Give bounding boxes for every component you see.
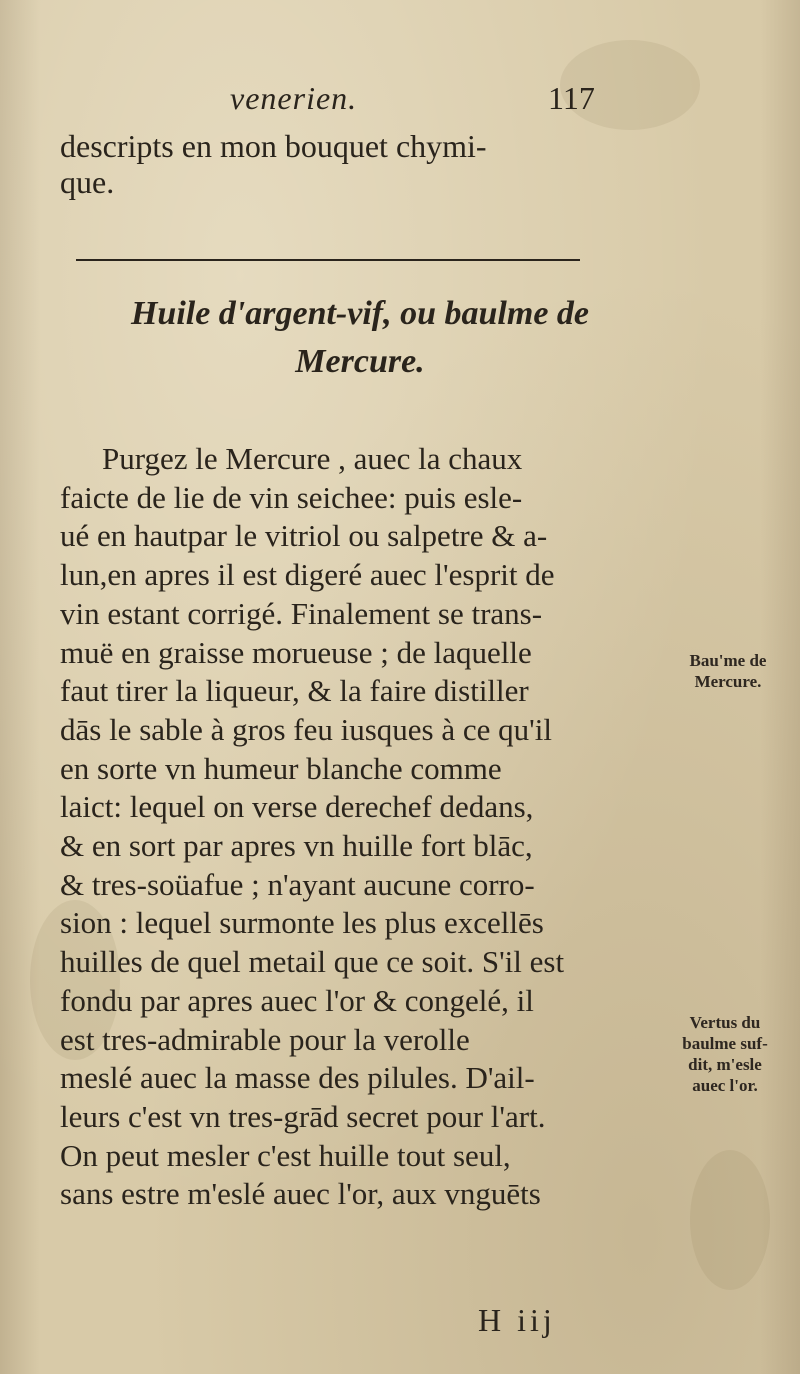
section-title bbox=[60, 290, 660, 386]
text-line: faicte de lie de vin seichee: puis esle- bbox=[60, 479, 523, 515]
text-line: muë en graisse morueuse ; de laquelle bbox=[60, 634, 532, 670]
text-line: leurs c'est vn tres-grād secret pour l'art. bbox=[60, 1098, 546, 1134]
continuation-text bbox=[60, 128, 660, 200]
section-divider bbox=[76, 259, 580, 261]
margin-note-line: auec l'or. bbox=[692, 1076, 758, 1095]
text-line: faut tirer la liqueur, & la faire distiller bbox=[60, 673, 529, 709]
section-title-line: Huile d'argent-vif, ou baulme de bbox=[130, 295, 590, 332]
text-line: lun,en apres il est digeré auec l'esprit de bbox=[60, 557, 555, 593]
page-header bbox=[60, 80, 660, 124]
text-line: sion : lequel surmonte les plus excellēs bbox=[60, 905, 544, 941]
text-line: en sorte vn humeur blanche comme bbox=[60, 750, 502, 786]
text-line: ué en hautpar le vitriol ou salpetre & a- bbox=[60, 518, 548, 554]
page-number: 117 bbox=[548, 80, 595, 116]
body-paragraph bbox=[60, 440, 660, 1214]
margin-note-line: Mercure. bbox=[694, 672, 762, 691]
text-line: vin estant corrigé. Finalement se trans- bbox=[60, 595, 543, 631]
margin-note-line: Vertus du bbox=[689, 1013, 761, 1032]
running-head: venerien. bbox=[230, 80, 358, 116]
text-line: que. bbox=[60, 164, 115, 200]
text-line: fondu par apres auec l'or & congelé, il bbox=[60, 982, 534, 1018]
text-line: laict: lequel on verse derechef dedans, bbox=[60, 789, 534, 825]
margin-note-vertus bbox=[660, 1012, 790, 1096]
paper-stain bbox=[690, 1150, 770, 1290]
margin-note-baulme bbox=[668, 650, 788, 692]
text-line: est tres-admirable pour la verolle bbox=[60, 1021, 470, 1057]
margin-note-line: dit, m'esle bbox=[688, 1055, 762, 1074]
signature-mark: H iij bbox=[478, 1302, 556, 1338]
section-title-line: Mercure. bbox=[295, 343, 425, 380]
margin-note-line: Bau'me de bbox=[689, 651, 767, 670]
text-line: On peut mesler c'est huille tout seul, bbox=[60, 1137, 511, 1173]
text-line: descripts en mon bouquet chymi- bbox=[60, 128, 487, 164]
margin-note-line: baulme suf- bbox=[682, 1034, 768, 1053]
text-line: & tres-soüafue ; n'ayant aucune corro- bbox=[60, 866, 535, 902]
text-line: Purgez le Mercure , auec la chaux bbox=[102, 441, 523, 476]
text-line: & en sort par apres vn huille fort blāc, bbox=[60, 828, 533, 864]
text-line: sans estre m'eslé auec l'or, aux vnguēts bbox=[60, 1176, 541, 1212]
text-line: huilles de quel metail que ce soit. S'il est bbox=[60, 944, 565, 980]
text-line: dās le sable à gros feu iusques à ce qu'il bbox=[60, 711, 552, 747]
text-line: meslé auec la masse des pilules. D'ail- bbox=[60, 1060, 535, 1096]
